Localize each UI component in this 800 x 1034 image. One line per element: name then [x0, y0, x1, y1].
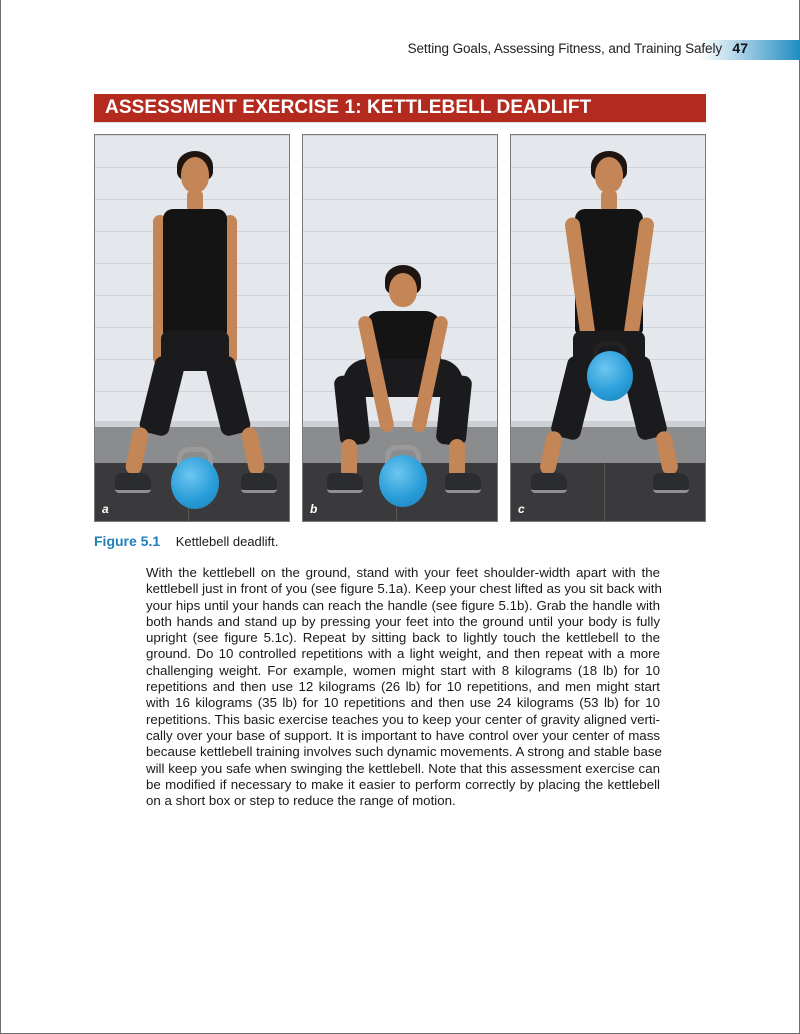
- kettlebell: [587, 351, 633, 401]
- running-head: [380, 40, 800, 60]
- kettlebell: [379, 455, 427, 507]
- section-banner: [94, 94, 706, 122]
- body-line: upright (see figure 5.1c). Repeat by sitting back to lightly touch the kettlebell to the: [146, 630, 660, 646]
- body-line: cally over your base of support. It is important to have control over your center of mass: [146, 727, 660, 743]
- figure-caption: [94, 533, 278, 549]
- body-line: on a short box or step to reduce the range of motion.: [146, 793, 456, 809]
- body-line: challenging weight. For example, women might start with 8 kilograms (18 lb) for 10: [146, 662, 660, 678]
- person-figure: [303, 135, 497, 521]
- panel-letter: b: [310, 502, 318, 516]
- panel-letter: c: [518, 502, 525, 516]
- body-line: kettlebell just in front of you (see figure 5.1a). Keep your chest lifted as you sit back with: [146, 581, 662, 597]
- figure-photo-c: [510, 134, 706, 522]
- body-line: will keep you safe when swinging the kettlebell. Note that this assessment exercise can: [146, 760, 660, 776]
- running-head-title: Setting Goals, Assessing Fitness, and Training Safely: [407, 41, 722, 56]
- figure-caption-text: Kettlebell deadlift.: [175, 534, 279, 549]
- body-line: both hands and stand up by pressing your feet into the ground until your body is fully: [146, 613, 660, 629]
- person-figure: [95, 135, 289, 521]
- body-line: because kettlebell training involves such dynamic movements. A strong and stable base: [146, 744, 662, 760]
- page-number: 47: [732, 40, 748, 56]
- person-figure: [511, 135, 705, 521]
- body-paragraph: [146, 565, 660, 809]
- section-title: ASSESSMENT EXERCISE 1: KETTLEBELL DEADLIFT: [105, 97, 592, 118]
- figure-photo-a: [94, 134, 290, 522]
- body-line: be modified if necessary to make it easier to perform correctly by placing the kettlebell: [146, 776, 660, 792]
- body-line: ground. Do 10 controlled repetitions with a light weight, and then repeat with a more: [146, 646, 660, 662]
- figure-photo-b: [302, 134, 498, 522]
- body-line: with 16 kilograms (35 lb) for 10 repetitions and then use 24 kilograms (53 lb) for 10: [146, 695, 660, 711]
- kettlebell: [171, 457, 219, 509]
- body-line: your hips until your hands can reach the handle (see figure 5.1b). Grab the handle with: [146, 597, 660, 613]
- body-line: repetitions and then use 12 kilograms (26 lb) for 10 repetitions, and men might start: [146, 679, 660, 695]
- figure-label: Figure 5.1: [94, 533, 161, 549]
- panel-letter: a: [102, 502, 109, 516]
- body-line: repetitions. This basic exercise teaches you to keep your center of gravity aligned verti-: [146, 711, 660, 727]
- body-line: With the kettlebell on the ground, stand with your feet shoulder-width apart with the: [146, 565, 660, 580]
